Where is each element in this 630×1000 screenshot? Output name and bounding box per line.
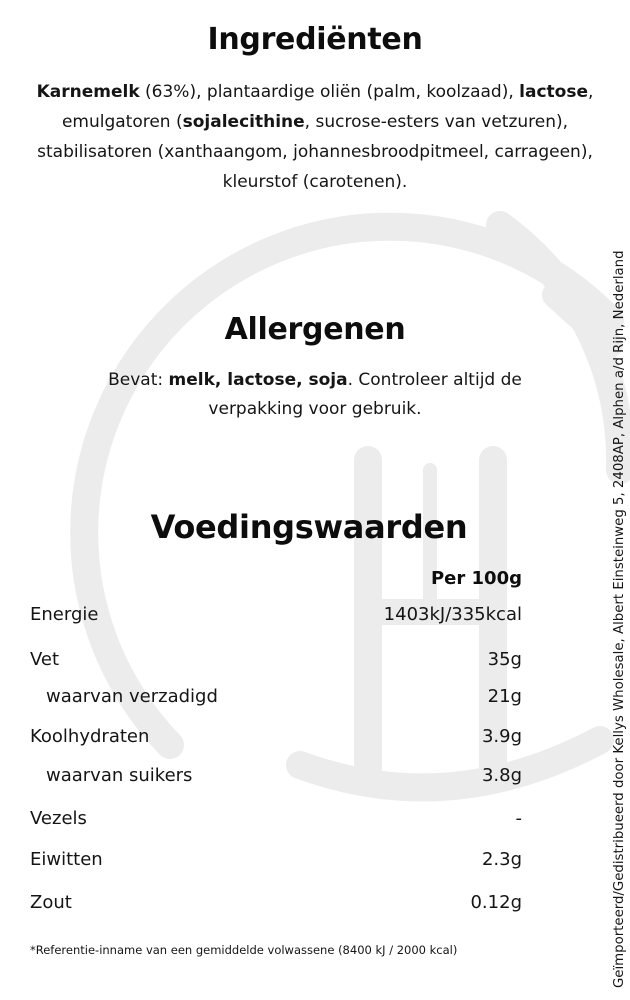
importer-address: Geïmporteerd/Gedistribueerd door Kellys Wholesale, Albert Einsteinweg 5, 2408AP, Alphen a/d Rijn, Nederland — [612, 250, 627, 988]
nutrition-value: 1403kJ/335kcal — [383, 604, 522, 625]
reference-intake-footnote: *Referentie-inname van een gemiddelde volwassene (8400 kJ / 2000 kcal) — [30, 943, 458, 957]
nutrition-value: 2.3g — [481, 849, 522, 870]
nutrition-label: Koolhydraten — [30, 726, 150, 747]
ingredients-heading: Ingrediënten — [207, 22, 423, 57]
nutrition-label: Energie — [30, 604, 99, 625]
nutrition-label: Vezels — [30, 808, 87, 829]
nutrition-row — [30, 686, 522, 716]
allergens-prefix: Bevat: — [108, 370, 169, 390]
nutrition-value: 3.9g — [481, 726, 522, 747]
allergens-heading: Allergenen — [224, 312, 406, 347]
allergens-text — [60, 366, 570, 424]
nutrition-column-header: Per 100g — [430, 568, 522, 589]
nutrition-label: Eiwitten — [30, 849, 103, 870]
nutrition-row — [30, 808, 522, 838]
allergens-suffix: . Controleer altijd de verpakking voor gebruik. — [208, 370, 522, 419]
allergens-list: melk, lactose, soja — [168, 370, 348, 390]
nutrition-row — [30, 892, 522, 922]
nutrition-value: - — [515, 808, 522, 829]
ingredients-text — [24, 77, 606, 197]
nutrition-row — [30, 849, 522, 879]
nutrition-label: waarvan verzadigd — [46, 686, 218, 707]
nutrition-value: 21g — [487, 686, 522, 707]
ingredient-text: (63%), plantaardige oliën (palm, koolzaad), — [139, 82, 520, 102]
ingredient-text: , emulgatoren ( — [61, 82, 594, 132]
nutrition-row — [30, 726, 522, 756]
nutrition-row — [30, 604, 522, 634]
ingredient-bold: lactose — [519, 82, 588, 102]
nutrition-row — [30, 765, 522, 795]
nutrition-label: waarvan suikers — [46, 765, 193, 786]
nutrition-label: Vet — [30, 649, 60, 670]
nutrition-heading: Voedingswaarden — [150, 508, 468, 546]
nutrition-value: 0.12g — [470, 892, 522, 913]
ingredient-bold: Karnemelk — [36, 82, 140, 102]
nutrition-row — [30, 649, 522, 679]
nutrition-value: 35g — [487, 649, 522, 670]
ingredient-text: , sucrose-esters van vetzuren), stabilisatoren (xanthaangom, johannesbroodpitmeel, carrageen), kleurstof (carotenen). — [37, 112, 593, 192]
ingredient-bold: sojalecithine — [182, 112, 305, 132]
nutrition-value: 3.8g — [481, 765, 522, 786]
nutrition-label: Zout — [30, 892, 72, 913]
